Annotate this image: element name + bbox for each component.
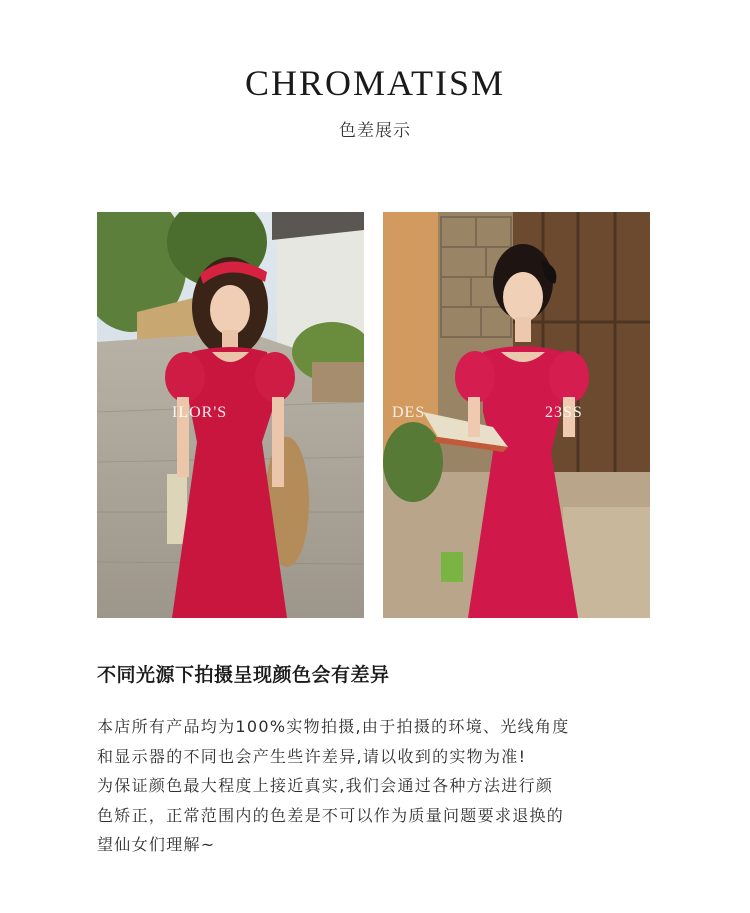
description-line: 本店所有产品均为100%实物拍摄,由于拍摄的环境、光线角度: [97, 717, 570, 736]
description-line: 色矫正，正常范围内的色差是不可以作为质量问题要求退换的: [97, 805, 565, 825]
description-line: 望仙女们理解~: [97, 835, 216, 854]
page-subtitle: 色差展示: [339, 121, 411, 141]
description-text: [97, 712, 667, 860]
section-heading: 不同光源下拍摄呈现颜色会有差异: [97, 664, 390, 686]
watermark-text-middle: DES: [392, 404, 426, 421]
page-title: CHROMATISM: [244, 63, 506, 103]
description-line: 和显示器的不同也会产生些许差异,请以收到的实物为准!: [97, 746, 527, 766]
product-photo-left: [97, 212, 364, 618]
watermark-text-right: 23SS: [545, 404, 583, 421]
watermark-text-left: ILOR'S: [172, 404, 228, 421]
description-line: 为保证颜色最大程度上接近真实,我们会通过各种方法进行颜: [97, 776, 554, 795]
model-photo-street-icon: [97, 212, 364, 618]
